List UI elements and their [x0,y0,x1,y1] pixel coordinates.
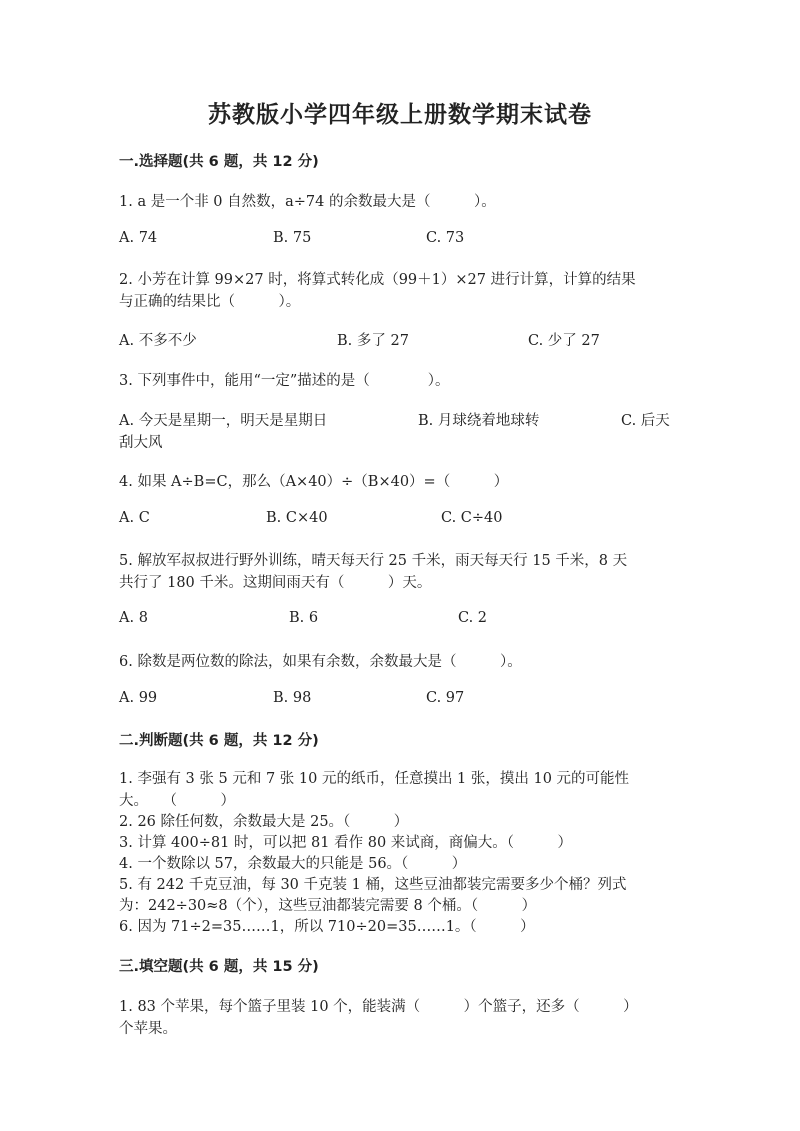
question-text: 共行了 180 千米。这期间雨天有（ ）天。 [119,575,432,591]
statement-line: 1. 李强有 3 张 5 元和 7 张 10 元的纸币，任意摸出 1 张，摸出 10 元的可能性 [119,771,630,787]
option-a: A. C [119,510,150,526]
statement-line: 大。 （ ） [119,793,235,809]
question-text: 个苹果。 [119,1021,177,1037]
question-text: 1. 83 个苹果，每个篮子里装 10 个，能装满（ ）个篮子，还多（ ） [119,999,638,1015]
option-b: B. 6 [289,610,319,626]
option-a: A. 不多不少 [119,333,197,349]
option-b: B. C×40 [266,510,328,526]
option-b: B. 多了 27 [337,333,409,349]
option-c: C. 97 [426,690,465,706]
question-text: 与正确的结果比（ ）。 [119,294,301,310]
statement-line: 2. 26 除任何数，余数最大是 25。（ ） [119,814,409,830]
section-heading-fill-in: 三.填空题(共 6 题，共 15 分) [119,959,319,975]
option-a: A. 99 [119,690,158,706]
option-a: A. 74 [119,230,158,246]
section-heading-judgement: 二.判断题(共 6 题，共 12 分) [119,733,319,749]
option-c: C. 73 [426,230,465,246]
option-a: A. 8 [119,610,148,626]
statement-line: 5. 有 242 千克豆油，每 30 千克装 1 桶，这些豆油都装完需要多少个桶？列式 [119,877,627,893]
option-b: B. 98 [273,690,312,706]
section-heading-choice: 一.选择题(共 6 题，共 12 分) [119,154,319,170]
statement-line: 4. 一个数除以 57，余数最大的只能是 56。（ ） [119,856,467,872]
question-text: 3. 下列事件中，能用“一定”描述的是（ ）。 [119,373,450,389]
option-a: A. 今天是星期一，明天是星期日 [119,413,328,429]
statement-line: 6. 因为 71÷2=35……1，所以 710÷20=35……1。（ ） [119,919,535,935]
option-c-continued: 刮大风 [119,435,163,451]
option-b: B. 月球绕着地球转 [418,413,540,429]
question-text: 4. 如果 A÷B=C，那么（A×40）÷（B×40）=（ ） [119,474,509,490]
option-b: B. 75 [273,230,312,246]
statement-line: 为：242÷30≈8（个），这些豆油都装完需要 8 个桶。（ ） [119,898,537,914]
question-text: 1. a 是一个非 0 自然数，a÷74 的余数最大是（ ）。 [119,194,496,210]
option-c: C. C÷40 [441,510,503,526]
option-c: C. 2 [458,610,488,626]
option-c: C. 少了 27 [528,333,600,349]
statement-line: 3. 计算 400÷81 时，可以把 81 看作 80 来试商，商偏大。（ ） [119,835,573,851]
question-text: 2. 小芳在计算 99×27 时，将算式转化成（99＋1）×27 进行计算，计算的结果 [119,272,636,288]
option-c: C. 后天 [621,413,670,429]
question-text: 5. 解放军叔叔进行野外训练，晴天每天行 25 千米，雨天每天行 15 千米，8 天 [119,553,628,569]
page-title: 苏教版小学四年级上册数学期末试卷 [208,101,592,128]
question-text: 6. 除数是两位数的除法，如果有余数，余数最大是（ ）。 [119,654,522,670]
